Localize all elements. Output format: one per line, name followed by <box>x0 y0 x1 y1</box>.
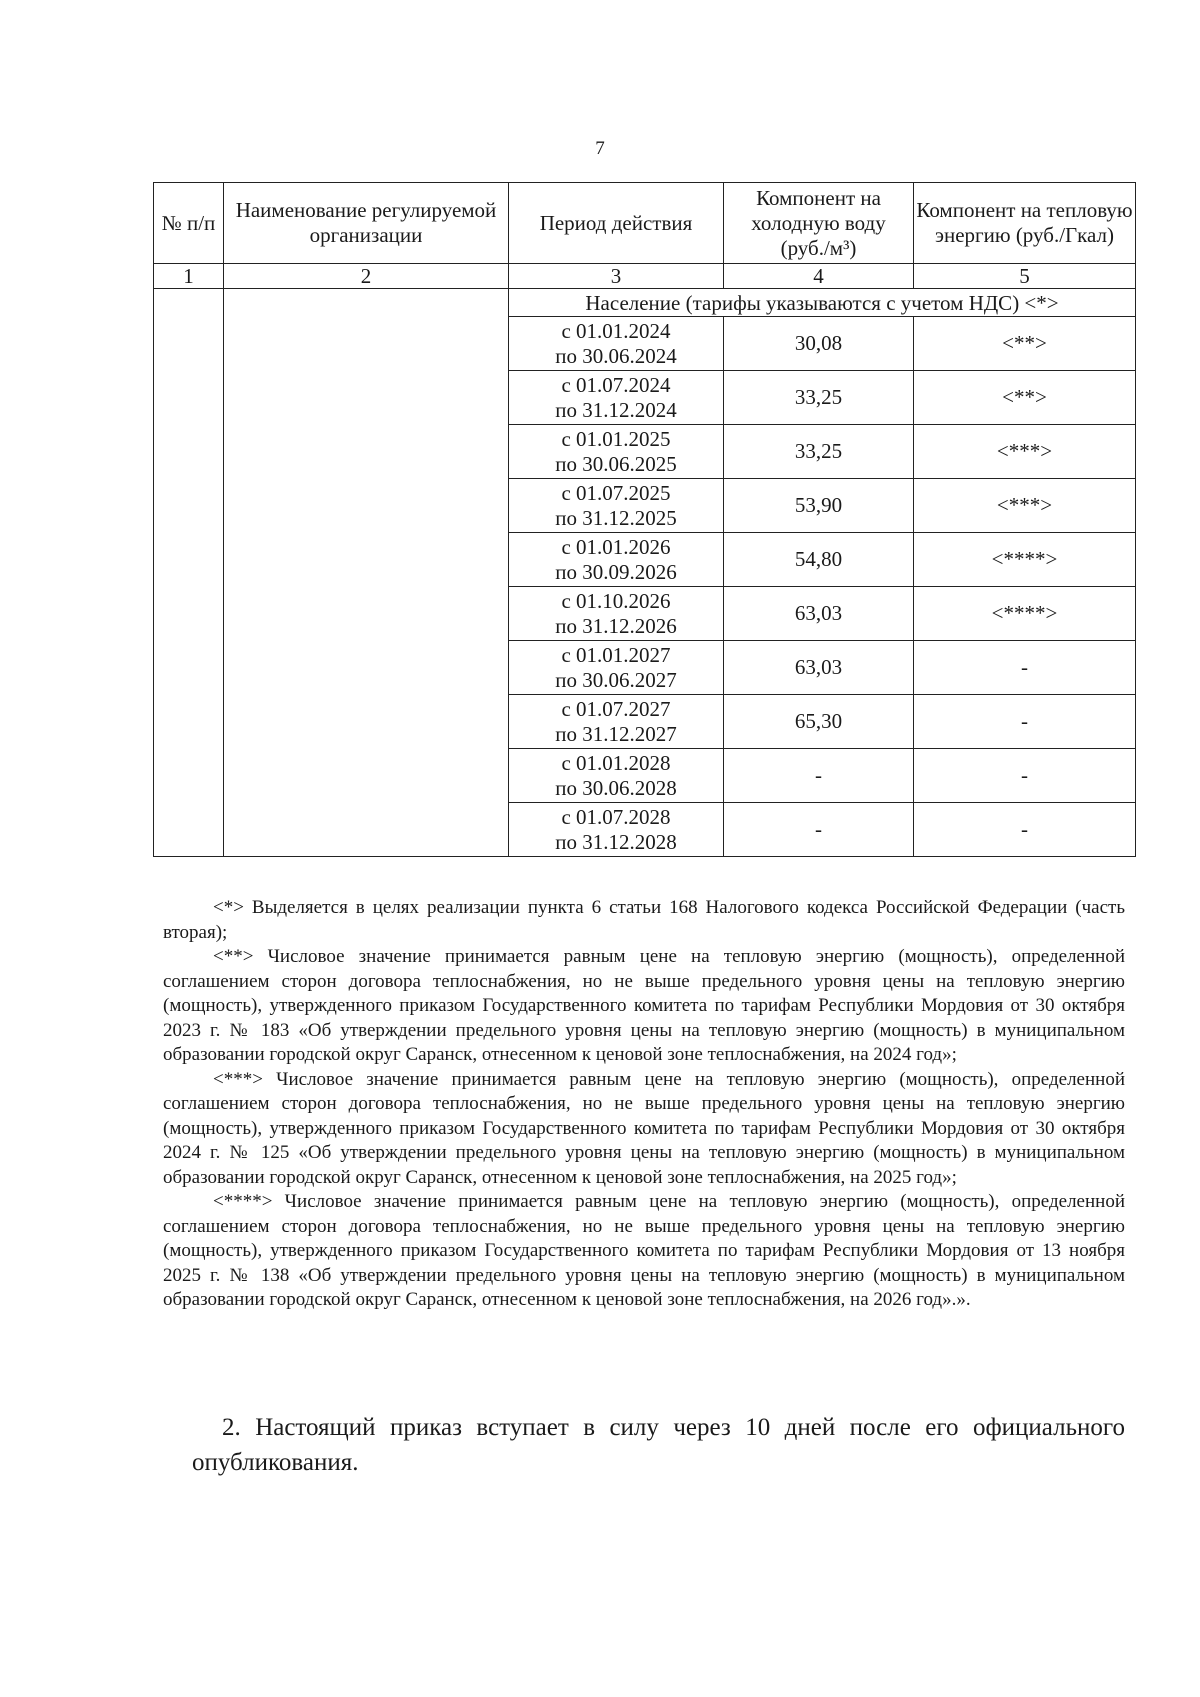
table-header-row <box>154 183 1136 264</box>
cold-water-value: 30,08 <box>724 317 914 371</box>
footnote-2: <**> Числовое значение принимается равным цене на тепловую энергию (мощность), определенной соглашением сторон договора теплоснабжения, но не выше предельного уровня цены на тепловую энергию (мощность), утвержденного приказом Государственного комитета по тарифам Республики Мордовия от 30 октября 2023 г. № 183 «Об утверждении предельного уровня цены на тепловую энергию (мощность) в муниципальном образовании городской округ Саранск, отнесенном к ценовой зоне теплоснабжения, на 2024 год»; <box>163 946 1125 1065</box>
cold-water-value: 65,30 <box>724 695 914 749</box>
cold-water-value: - <box>724 803 914 857</box>
number-cell-empty <box>154 289 224 857</box>
period-cell <box>509 371 724 425</box>
period-from: с 01.07.2028 <box>561 804 671 829</box>
organization-cell-empty <box>224 289 509 857</box>
clause-2: 2. Настоящий приказ вступает в силу через 10 дней после его официального опубликования. <box>192 1414 1125 1476</box>
period-from: с 01.10.2026 <box>561 588 671 613</box>
period-to: по 30.06.2025 <box>555 451 677 476</box>
page-number: 7 <box>595 138 605 159</box>
tariff-table <box>153 182 1136 857</box>
column-number: 5 <box>914 264 1136 289</box>
footnote-1: <*> Выделяется в целях реализации пункта 6 статьи 168 Налогового кодекса Российской Федерации (часть вторая); <box>163 897 1125 943</box>
cold-water-value: 33,25 <box>724 371 914 425</box>
period-from: с 01.07.2027 <box>561 696 671 721</box>
period-from: с 01.01.2027 <box>561 642 671 667</box>
period-to: по 31.12.2026 <box>555 613 677 638</box>
header-organization: Наименование регулируемой организации <box>224 183 509 264</box>
period-to: по 30.06.2028 <box>555 775 677 800</box>
period-cell <box>509 641 724 695</box>
heat-energy-value: <****> <box>914 533 1136 587</box>
period-from: с 01.01.2024 <box>561 318 671 343</box>
period-to: по 31.12.2027 <box>555 721 677 746</box>
period-cell <box>509 425 724 479</box>
period-cell <box>509 479 724 533</box>
period-to: по 31.12.2024 <box>555 397 677 422</box>
footnote-3: <***> Числовое значение принимается равным цене на тепловую энергию (мощность), определенной соглашением сторон договора теплоснабжения, но не выше предельного уровня цены на тепловую энергию (мощность), утвержденного приказом Государственного комитета по тарифам Республики Мордовия от 30 октября 2024 г. № 125 «Об утверждении предельного уровня цены на тепловую энергию (мощность) в муниципальном образовании городской округ Саранск, отнесенном к ценовой зоне теплоснабжения, на 2025 год»; <box>163 1068 1125 1188</box>
cold-water-value: 54,80 <box>724 533 914 587</box>
column-number: 2 <box>224 264 509 289</box>
column-number: 4 <box>724 264 914 289</box>
period-to: по 31.12.2025 <box>555 505 677 530</box>
period-from: с 01.01.2026 <box>561 534 671 559</box>
period-cell <box>509 695 724 749</box>
heat-energy-value: - <box>914 695 1136 749</box>
column-number: 3 <box>509 264 724 289</box>
cold-water-value: 53,90 <box>724 479 914 533</box>
header-number: № п/п <box>154 183 224 264</box>
heat-energy-value: <***> <box>914 479 1136 533</box>
period-from: с 01.01.2028 <box>561 750 671 775</box>
heat-energy-value: - <box>914 803 1136 857</box>
period-cell <box>509 533 724 587</box>
period-cell <box>509 317 724 371</box>
heat-energy-value: - <box>914 641 1136 695</box>
cold-water-value: 63,03 <box>724 587 914 641</box>
cold-water-value: - <box>724 749 914 803</box>
cold-water-value: 63,03 <box>724 641 914 695</box>
header-cold-water: Компонент на холодную воду (руб./м³) <box>724 183 914 264</box>
column-number-row <box>154 264 1136 289</box>
heat-energy-value: - <box>914 749 1136 803</box>
period-cell <box>509 587 724 641</box>
period-to: по 31.12.2028 <box>555 829 677 854</box>
period-from: с 01.07.2024 <box>561 372 671 397</box>
heat-energy-value: <****> <box>914 587 1136 641</box>
cold-water-value: 33,25 <box>724 425 914 479</box>
header-heat-energy: Компонент на тепловую энергию (руб./Гкал) <box>914 183 1136 264</box>
heat-energy-value: <***> <box>914 425 1136 479</box>
heat-energy-value: <**> <box>914 317 1136 371</box>
period-to: по 30.06.2027 <box>555 667 677 692</box>
period-from: с 01.01.2025 <box>561 426 671 451</box>
footnote-4: <****> Числовое значение принимается равным цене на тепловую энергию (мощность), определенной соглашением сторон договора теплоснабжения, но не выше предельного уровня цены на тепловую энергию (мощность), утвержденного приказом Государственного комитета по тарифам Республики Мордовия от 13 ноября 2025 г. № 138 «Об утверждении предельного уровня цены на тепловую энергию (мощность) в муниципальном образовании городской округ Саранск, отнесенном к ценовой зоне теплоснабжения, на 2026 год».». <box>163 1191 1125 1310</box>
period-from: с 01.07.2025 <box>561 480 671 505</box>
period-to: по 30.06.2024 <box>555 343 677 368</box>
period-cell <box>509 803 724 857</box>
heat-energy-value: <**> <box>914 371 1136 425</box>
period-cell <box>509 749 724 803</box>
footnotes <box>163 896 1125 1313</box>
header-period: Период действия <box>509 183 724 264</box>
section-label: Население (тарифы указываются с учетом НДС) <*> <box>509 289 1136 317</box>
section-row <box>154 289 1136 317</box>
column-number: 1 <box>154 264 224 289</box>
period-to: по 30.09.2026 <box>555 559 677 584</box>
